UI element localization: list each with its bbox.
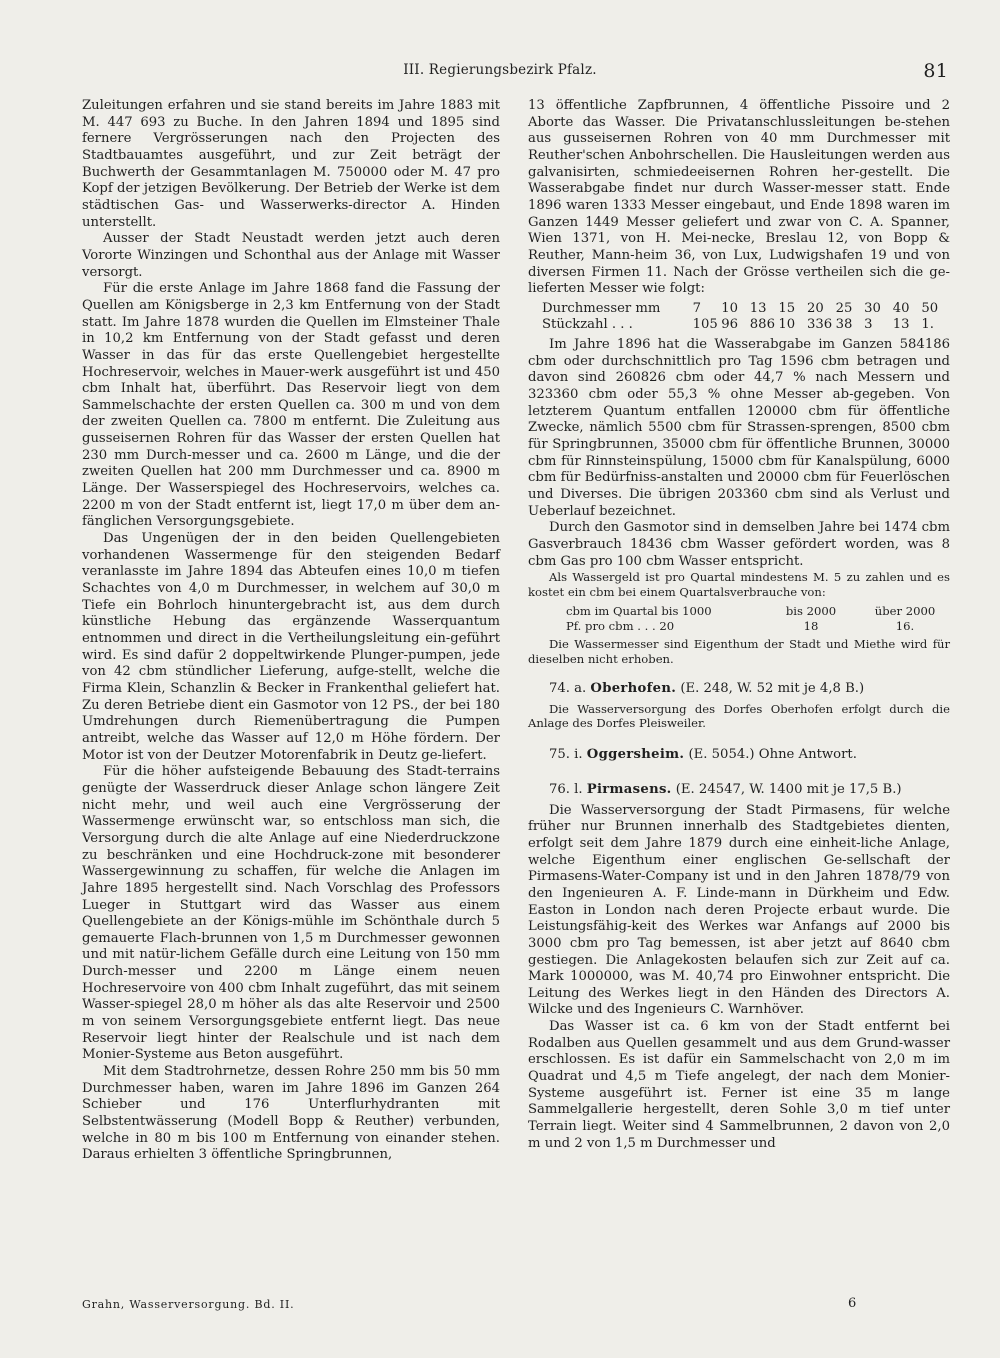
meter-size-table <box>542 301 950 334</box>
table-row-label: Stückzahl . . . <box>542 317 633 333</box>
entry-stats: (E. 5054.) Ohne Antwort. <box>688 747 857 763</box>
entry-stats: (E. 24547, W. 1400 mit je 17,5 B.) <box>675 781 902 797</box>
table-cell: über 2000 <box>874 603 936 618</box>
paragraph: Im Jahre 1896 hat die Wasserabgabe im Ganzen 584186 cbm oder durchschnittlich pro Tag 1596 cbm betragen und davon sind 260826 cbm oder 44,7 % nach Messern und 323360 cbm oder 55,3 % ohne Messer ab-gegeben. Von letzterem Quantum entfallen 120000 cbm für öffentliche Zwecke, nämlich 5500 cbm für Strassen-sprengen, 8500 cbm für Springbrunnen, 35000 cbm für öffentliche Brunnen, 30000 cbm für Rinnsteinspülung, 15000 cbm für Kanalspülung, 6000 cbm für Bedürfniss-anstalten und 20000 cbm für Feuerlöschen und Diverses. Die übrigen 203360 cbm sind als Verlust und Ueberlauf bezeichnet. <box>528 337 950 519</box>
paragraph: Durch den Gasmotor sind in demselben Jahre bei 1474 cbm Gasverbrauch 18436 cbm Wasser gefördert worden, was 8 cbm Gas pro 100 cbm Wasser entspricht. <box>528 520 950 569</box>
table-cell: 18 <box>803 618 819 633</box>
entry-place-name: Oberhofen. <box>590 681 677 697</box>
paragraph: Für die höher aufsteigende Bebauung des Stadt-terrains genügte der Wasserdruck dieser Anlage schon längere Zeit nicht mehr, und weil auch eine Vergrösserung der Wassermenge erwünscht war, so entschloss man sich, die Versorgung durch die alte Anlage auf eine Niederdruckzone zu beschränken und eine Hochdruck-zone mit besonderer Wassergewinnung zu schaffen, für welche die Anlagen im Jahre 1895 hergestellt sind. Nach Vorschlag des Professors Lueger in Stuttgart wird das Wasser aus einem Quellengebiete an der Königs-mühle im Schönthale durch 5 gemauerte Flach-brunnen von 1,5 m Durchmesser gewonnen und mit natür-lichem Gefälle durch eine Leitung von 150 mm Durch-messer und 2200 m Länge einem neuen Hochreservoire von 400 cbm Inhalt zugeführt, das mit seinem Wasser-spiegel 28,0 m höher als das alte Reservoir und 2500 m von seinem Versorgungsgebiete entfernt liegt. Das neue Reservoir liegt hinter der Realschule und ist nach dem Monier-Systeme aus Beton ausgeführt. <box>82 764 500 1063</box>
small-print-paragraph: Die Wassermesser sind Eigenthum der Stadt und Miethe wird für dieselben nicht erhoben. <box>528 637 950 667</box>
table-row <box>566 619 950 634</box>
table-cell: 20 <box>806 300 824 316</box>
entry-place-name: Oggersheim. <box>586 747 685 763</box>
footer-signature: Grahn, Wasserversorgung. Bd. II. <box>82 1298 295 1311</box>
entry-number: 76. l. <box>549 781 583 797</box>
table-cell: 105 <box>692 317 718 333</box>
table-cell: 13 <box>892 317 910 333</box>
table-cell: 30 <box>864 300 881 316</box>
paragraph: Die Wasserversorgung der Stadt Pirmasens, für welche früher nur Brunnen innerhalb des Stadtgebietes dienten, erfolgt seit dem Jahre 1879 durch eine einheit-liche Anlage, welche Eigenthum einer englischen Ge-sellschaft der Pirmasens-Water-Company ist und in den Jahren 1878/79 von den Ingenieuren A. F. Linde-mann in Dürkheim und Edw. Easton in London nach deren Projecte erbaut wurde. Die Leistungsfähig-keit des Werkes war Anfangs auf 2000 bis 3000 cbm pro Tag bemessen, ist aber jetzt auf 8640 cbm gestiegen. Die Anlagekosten belaufen sich zur Zeit auf ca. Mark 1000000, was M. 40,74 pro Einwohner entspricht. Die Leitung des Werkes liegt in den Händen des Directors A. Wilcke und des Ingenieurs C. Warnhöver. <box>528 802 950 1018</box>
table-cell: 1. <box>921 317 934 333</box>
table-cell: 3 <box>864 317 873 333</box>
table-row <box>566 604 950 619</box>
table-cell: cbm im Quartal bis 1000 <box>566 603 712 618</box>
entry-number: 75. i. <box>549 747 583 763</box>
table-cell: 50 <box>921 300 939 316</box>
table-cell: 13 <box>749 300 767 316</box>
paragraph: Zuleitungen erfahren und sie stand bereits im Jahre 1883 mit M. 447 693 zu Buche. In den Jahren 1894 und 1895 sind fernere Vergrösserungen nach den Projecten des Stadtbauamtes ausgeführt, und zur Zeit beträgt der Buchwerth der Gesammtanlagen M. 750000 oder M. 47 pro Kopf der jetzigen Bevölkerung. Der Betrieb der Werke ist dem städtischen Gas- und Wasserwerks-director A. Hinden unterstellt. <box>82 98 500 230</box>
table-cell: 38 <box>835 317 853 333</box>
entry-number: 74. a. <box>549 681 587 697</box>
sheet-number: 6 <box>848 1296 857 1311</box>
table-cell: 15 <box>778 300 796 316</box>
table-cell: 40 <box>892 300 910 316</box>
table-cell: 10 <box>721 300 738 316</box>
entry-heading-pirmasens <box>528 782 950 799</box>
table-cell: 16. <box>895 618 915 633</box>
table-cell: bis 2000 <box>785 603 837 618</box>
paragraph: Für die erste Anlage im Jahre 1868 fand die Fassung der Quellen am Königsberge in 2,3 km Entfernung von der Stadt statt. Im Jahre 1878 wurden die Quellen im Elmsteiner Thale in 10,2 km Entfernung von der Stadt gefasst und deren Wasser in das für das erste Quellengebiet hergestellte Hochreservoir, welches in Mauer-werk ausgeführt ist und 450 cbm Inhalt hat, überführt. Das Reservoir liegt von dem Sammelschachte der ersten Quellen ca. 300 m und von dem der zweiten Quellen ca. 7800 m entfernt. Die Zuleitung aus gusseisernen Rohren für das Wasser der ersten Quellen hat 230 mm Durch-messer und ca. 2600 m Länge, und die der zweiten Quellen hat 200 mm Durchmesser und ca. 8900 m Länge. Der Wasserspiegel des Hochreservoirs, welches ca. 2200 m von der Stadt entfernt ist, liegt 17,0 m über dem an-fänglichen Versorgungsgebiete. <box>82 281 500 530</box>
paragraph: Das Ungenügen der in den beiden Quellengebieten vorhandenen Wassermenge für den steigenden Bedarf veranlasste im Jahre 1894 das Abteufen eines 10,0 m tiefen Schachtes von 4,0 m Durchmesser, in welchem auf 30,0 m Tiefe ein Bohrloch hinuntergebracht ist, aus dem durch künstliche Hebung das ergänzende Wasserquantum entnommen und direct in die Vertheilungsleitung ein-geführt wird. Es sind dafür 2 doppeltwirkende Plunger-pumpen, jede von 42 cbm stündlicher Lieferung, aufge-stellt, welche die Firma Klein, Schanzlin & Becker in Frankenthal geliefert hat. Zu deren Betriebe dient ein Gasmotor von 12 PS., der bei 180 Umdrehungen durch Riemenübertragung die Pumpen antreibt, welche das Wasser auf 12,0 m Höhe fördern. Der Motor ist von der Deutzer Motorenfabrik in Deutz ge-liefert. <box>82 531 500 763</box>
price-table <box>566 604 950 634</box>
table-row <box>542 301 950 318</box>
left-column <box>82 98 500 1164</box>
table-cell: Pf. pro cbm . . . 20 <box>566 618 675 633</box>
entry-stats: (E. 248, W. 52 mit je 4,8 B.) <box>680 681 865 697</box>
entry-place-name: Pirmasens. <box>586 781 672 797</box>
page-number: 81 <box>923 60 948 82</box>
small-print-paragraph: Als Wassergeld ist pro Quartal mindestens M. 5 zu zahlen und es kostet ein cbm bei einem Quartalsverbrauche von: <box>528 570 950 600</box>
entry-heading-oberhofen <box>528 681 950 698</box>
table-cell: 25 <box>835 300 853 316</box>
paragraph: Mit dem Stadtrohrnetze, dessen Rohre 250 mm bis 50 mm Durchmesser haben, waren im Jahre 1896 im Ganzen 264 Schieber und 176 Unterflurhydranten mit Selbstentwässerung (Modell Bopp & Reuther) verbunden, welche in 80 m bis 100 m Entfernung von einander stehen. Daraus erhielten 3 öffentliche Springbrunnen, <box>82 1064 500 1163</box>
entry-heading-oggersheim <box>528 747 950 764</box>
table-cell: 336 <box>806 317 833 333</box>
table-cell: 10 <box>778 317 796 333</box>
table-cell: 7 <box>692 300 701 316</box>
paragraph: 13 öffentliche Zapfbrunnen, 4 öffentliche Pissoire und 2 Aborte das Wasser. Die Privatanschlussleitungen be-stehen aus gusseisernen Rohren von 40 mm Durchmesser mit Reuther'schen Anbohrschellen. Die Hausleitungen werden aus galvanisirten, schmiedeeisernen Rohren her-gestellt. Die Wasserabgabe findet nur durch Wasser-messer statt. Ende 1896 waren 1333 Messer eingebaut, und Ende 1898 waren im Ganzen 1449 Messer geliefert und zwar von C. A. Spanner, Wien 1371, von H. Mei-necke, Breslau 12, von Bopp & Reuther, Mann-heim 36, von Lux, Ludwigshafen 19 und von diversen Firmen 11. Nach der Grösse vertheilen sich die ge-lieferten Messer wie folgt: <box>528 98 950 297</box>
table-row <box>542 317 950 334</box>
table-row-label: Durchmesser mm <box>542 300 661 316</box>
table-cell: 96 <box>721 317 738 333</box>
small-print-paragraph: Die Wasserversorgung des Dorfes Oberhofen erfolgt durch die Anlage des Dorfes Pleisweiler. <box>528 701 950 731</box>
paragraph: Das Wasser ist ca. 6 km von der Stadt entfernt bei Rodalben aus Quellen gesammelt und aus dem Grund-wasser erschlossen. Es ist dafür ein Sammelschacht von 2,0 m im Quadrat und 4,5 m Tiefe angelegt, der nach dem Monier-Systeme ausgeführt ist. Ferner ist eine 35 m lange Sammelgallerie hergestellt, deren Sohle 3,0 m tief unter Terrain liegt. Weiter sind 4 Sammelbrunnen, 2 davon von 2,0 m und 2 von 1,5 m Durchmesser und <box>528 1019 950 1151</box>
table-cell: 886 <box>749 317 775 333</box>
right-column <box>528 98 950 1152</box>
paragraph: Ausser der Stadt Neustadt werden jetzt auch deren Vororte Winzingen und Schonthal aus der Anlage mit Wasser versorgt. <box>82 231 500 280</box>
running-title: III. Regierungsbezirk Pfalz. <box>403 62 597 78</box>
